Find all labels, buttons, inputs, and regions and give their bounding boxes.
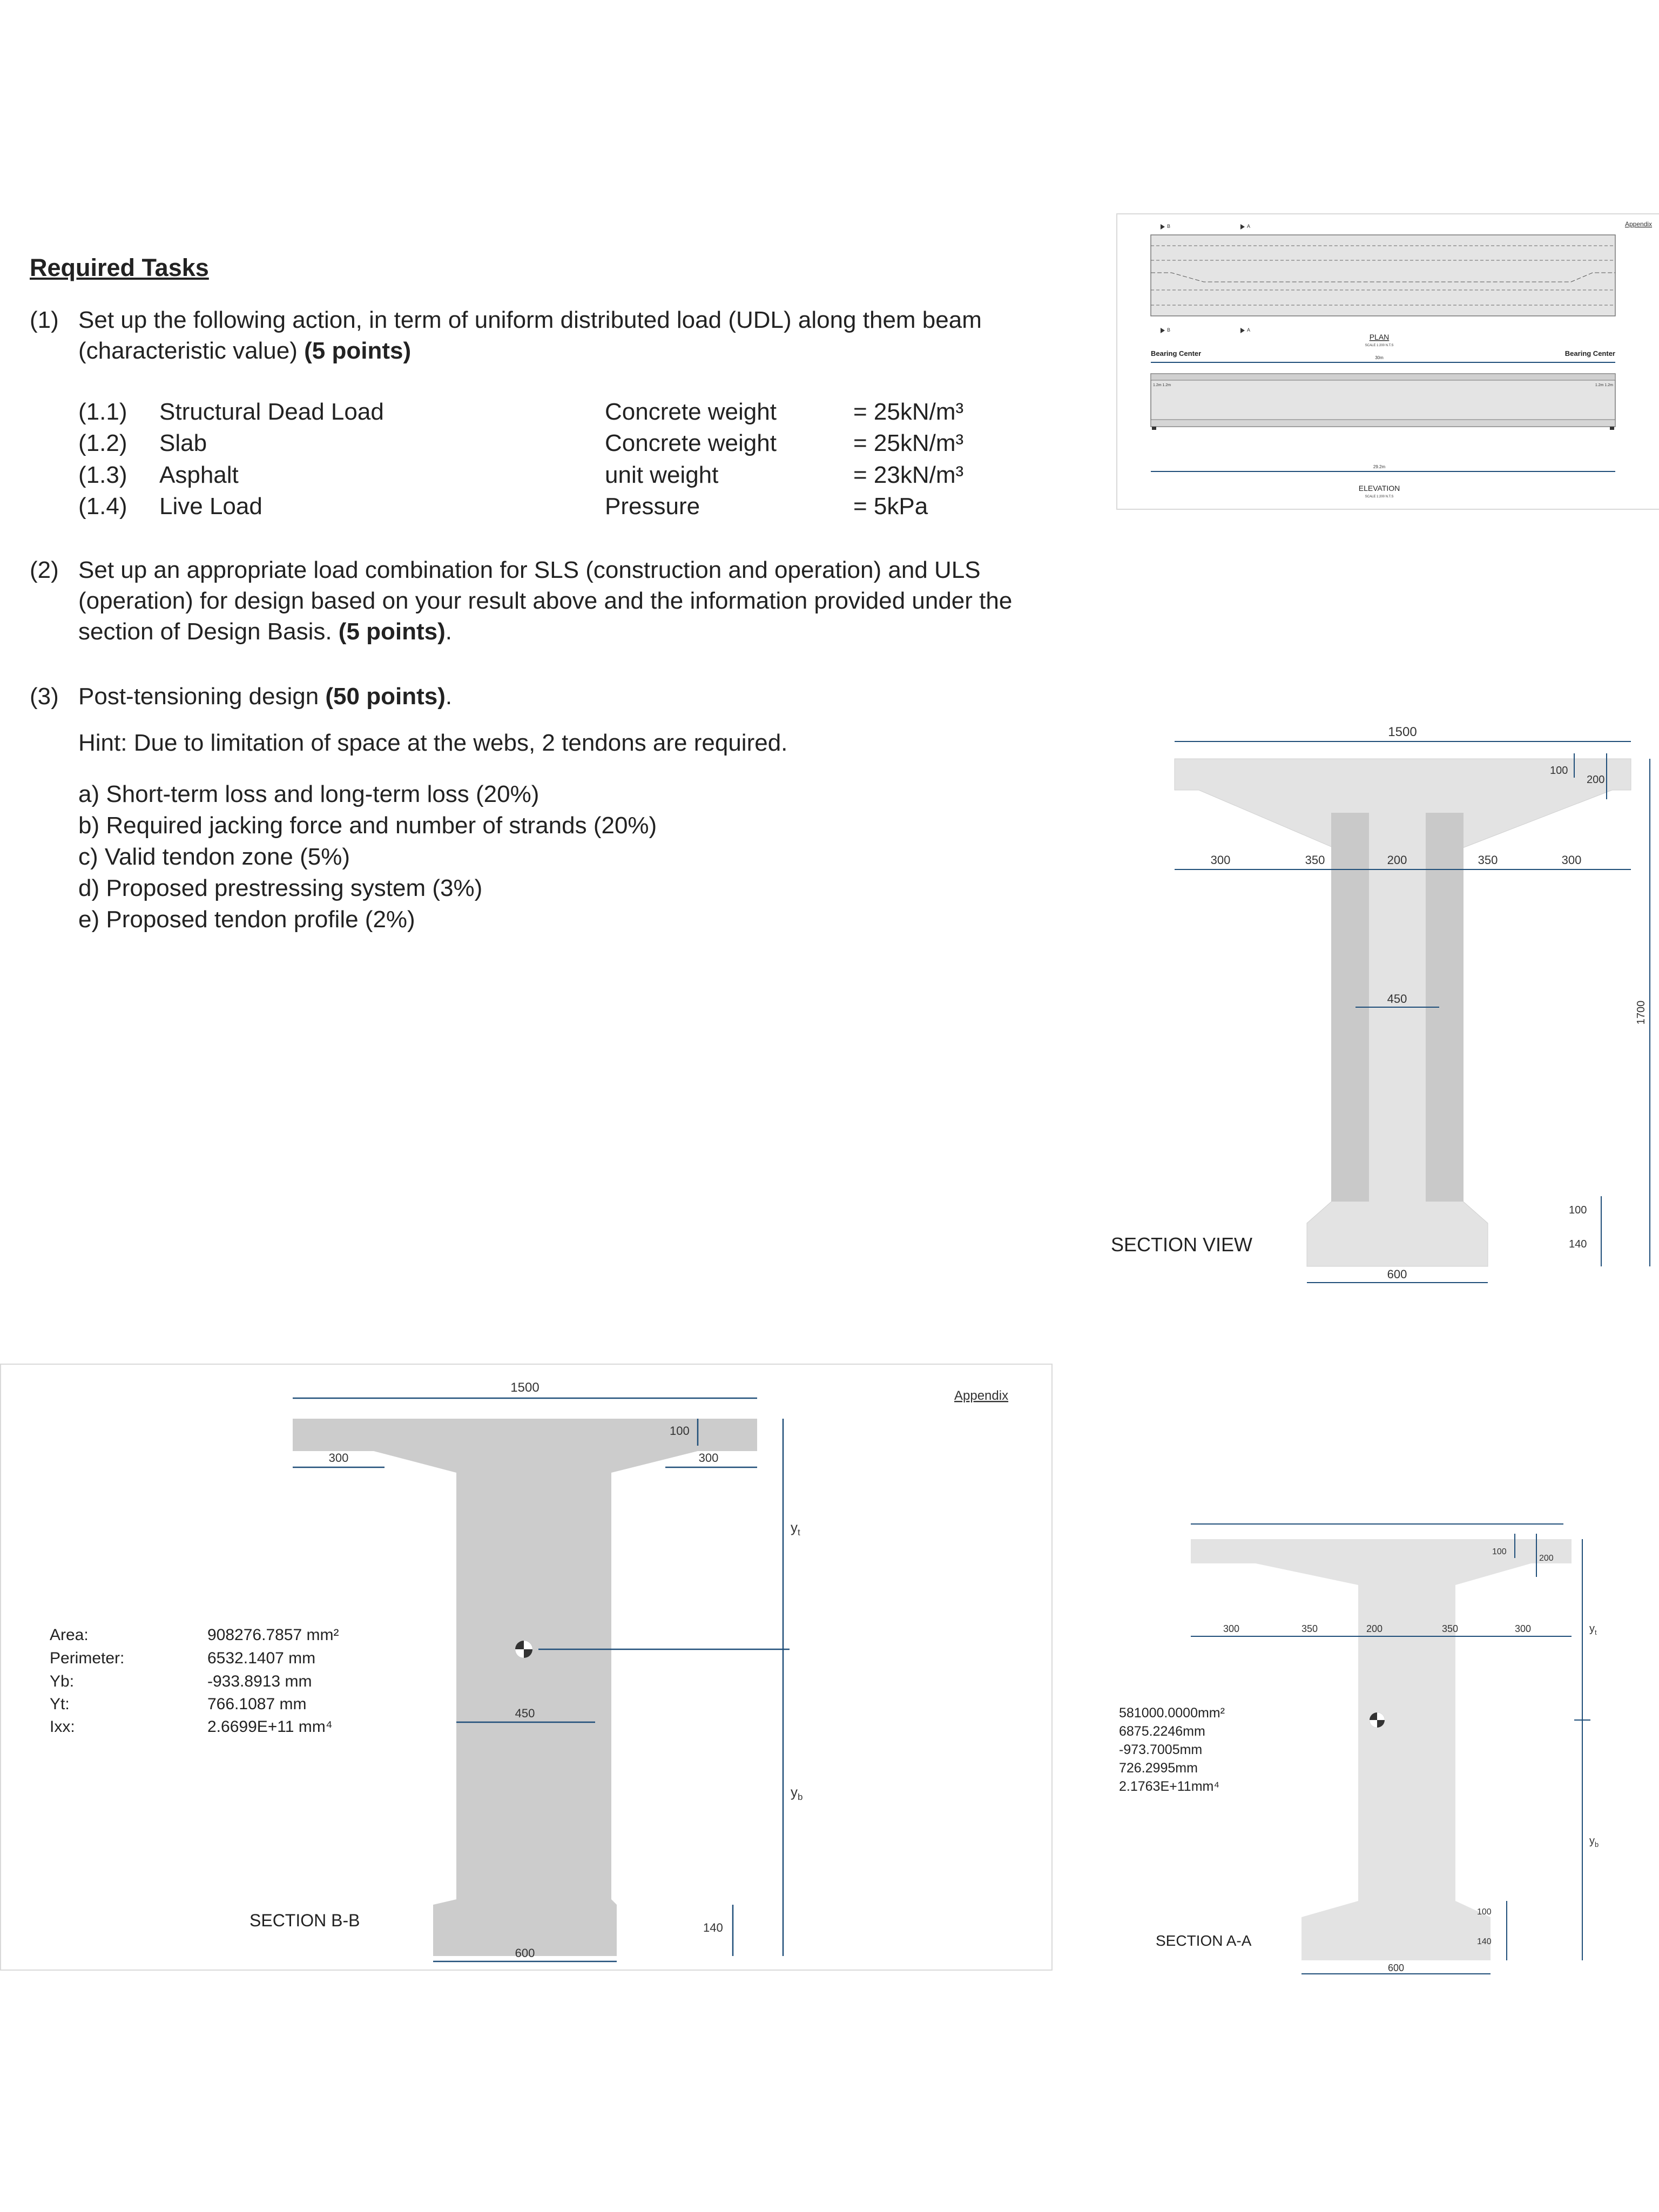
aa-prop-perimeter: 6875.2246mm (1119, 1724, 1205, 1739)
bearing-right (1610, 427, 1614, 430)
bb-dim-flange-right: 300 (698, 1451, 719, 1465)
plan-deck (1151, 235, 1615, 316)
dim-bottom: 600 (1387, 1267, 1407, 1281)
task3-sub-e: e) Proposed tendon profile (2%) (78, 906, 415, 933)
bb-dim-flange-thk: 100 (670, 1424, 690, 1438)
load-name: Slab (159, 430, 207, 456)
mark-a-bottom: A (1247, 327, 1251, 333)
section-a-marker-bottom (1240, 328, 1245, 333)
aa-prop-yb: -973.7005mm (1119, 1742, 1203, 1757)
task2-number: (2) (30, 557, 59, 583)
aa-dim-bulb-haunch: 100 (1477, 1907, 1492, 1917)
load-num: (1.2) (78, 430, 127, 456)
tasks-heading: Required Tasks (30, 254, 209, 281)
task2-period: . (445, 618, 453, 645)
section-view-drawing (1104, 721, 1658, 1299)
section-b-marker-top (1161, 224, 1165, 230)
bb-yt-label (791, 1519, 800, 1537)
bb-dim-mid-web: 450 (515, 1707, 535, 1720)
load-name: Live Load (159, 493, 262, 520)
plan-elevation-panel (1116, 213, 1659, 510)
task1-number: (1) (30, 307, 59, 333)
elevation-girder (1151, 374, 1615, 427)
task3-sub-d: d) Proposed prestressing system (3%) (78, 875, 483, 901)
dim-flange-total: 200 (1587, 774, 1605, 786)
section-bb-drawing (1, 1365, 1051, 1970)
aa-prop-ixx: 2.1763E+11mm⁴ (1119, 1779, 1220, 1794)
aa-dim-bulb-thk: 140 (1477, 1937, 1492, 1946)
load-param: unit weight (605, 462, 719, 488)
task3-sub-b: b) Required jacking force and number of strands (20%) (78, 812, 657, 839)
dim-flange-thk: 100 (1550, 765, 1568, 777)
section-view-girder (1175, 759, 1631, 1266)
bb-dim-flange-left: 300 (328, 1451, 349, 1465)
dim-flange-left: 300 (1210, 853, 1231, 867)
load-value: = 5kPa (853, 493, 928, 520)
section-b-marker-bottom (1161, 328, 1165, 333)
section-aa-panel (1104, 1507, 1658, 1982)
mark-b-bottom: B (1167, 327, 1171, 333)
plan-title: PLAN (1369, 333, 1390, 341)
load-param: Concrete weight (605, 430, 777, 456)
plan-scale: SCALE 1:200 N.T.S (1365, 344, 1394, 347)
dim-bulb-thk: 140 (1569, 1238, 1587, 1250)
task3-hint: Hint: Due to limitation of space at the webs, 2 tendons are required. (78, 730, 788, 756)
bb-dim-bulb-thk: 140 (703, 1921, 723, 1934)
task3-sub-c: c) Valid tendon zone (5%) (78, 844, 350, 870)
aa-dim-flange-thk: 100 (1492, 1547, 1507, 1556)
dim-haunch-right: 350 (1478, 853, 1498, 867)
task3-sub-a: a) Short-term loss and long-term loss (20%) (78, 781, 539, 807)
task2-line3 (78, 617, 452, 647)
task1-line2-text: (characteristic value) (78, 338, 305, 364)
load-value: = 25kN/m³ (853, 430, 964, 456)
dim-flange-right: 300 (1561, 853, 1582, 867)
bb-yt-sub: t (798, 1527, 800, 1537)
aa-dim-bottom: 600 (1387, 1963, 1405, 1973)
aa-yt-text: y (1589, 1623, 1595, 1635)
prop-value-perimeter: 6532.1407 mm (207, 1649, 316, 1667)
task1-points: (5 points) (304, 338, 412, 364)
span-label: 30m (1375, 355, 1384, 360)
bearing-left (1152, 427, 1156, 430)
task3-points: (50 points) (325, 683, 446, 710)
elevation-title: ELEVATION (1358, 484, 1400, 493)
load-value: = 25kN/m³ (853, 399, 964, 425)
appendix-link[interactable]: Appendix (1625, 220, 1653, 228)
mark-b-top: B (1167, 224, 1171, 229)
clear-span-label: 29.2m (1373, 464, 1386, 469)
bb-yb-sub: b (798, 1792, 803, 1802)
end-dims-left: 1.2m 1.2m (1153, 383, 1171, 387)
task3-line1-text: Post-tensioning design (78, 683, 326, 710)
aa-yb-sub: b (1595, 1840, 1599, 1849)
task1-line2 (78, 336, 411, 366)
elevation-bottom-flange (1151, 420, 1615, 427)
aa-yt-label (1589, 1623, 1597, 1636)
aa-dim-haunch-right: 350 (1441, 1623, 1459, 1634)
bb-yt-text: y (791, 1519, 798, 1535)
prop-value-yb: -933.8913 mm (207, 1673, 312, 1690)
dim-web: 200 (1387, 853, 1407, 867)
dim-haunch-left: 350 (1305, 853, 1325, 867)
aa-yb-text: y (1589, 1835, 1595, 1847)
prop-value-yt: 766.1087 mm (207, 1695, 307, 1713)
task2-line3-text: section of Design Basis. (78, 618, 339, 645)
elevation-deck (1151, 374, 1615, 380)
section-bb-panel (0, 1364, 1053, 1971)
task3-period: . (445, 683, 453, 710)
prop-label-area: Area: (50, 1626, 89, 1644)
bb-dim-top-width: 1500 (510, 1380, 539, 1395)
aa-dim-flange-total: 200 (1539, 1554, 1554, 1563)
bearing-center-right: Bearing Center (1564, 349, 1615, 358)
aa-dim-haunch-left: 350 (1301, 1623, 1318, 1634)
section-view-title: SECTION VIEW (1111, 1233, 1253, 1256)
aa-yt-sub: t (1595, 1628, 1597, 1636)
dim-mid-web: 450 (1387, 992, 1407, 1006)
prop-label-ixx: Ixx: (50, 1718, 75, 1736)
aa-prop-yt: 726.2995mm (1119, 1761, 1198, 1776)
dim-height: 1700 (1635, 1000, 1647, 1025)
task2-line1: Set up an appropriate load combination for SLS (construction and operation) and ULS (78, 557, 981, 583)
load-name: Structural Dead Load (159, 399, 384, 425)
appendix-link-bb[interactable]: Appendix (954, 1388, 1009, 1403)
load-name: Asphalt (159, 462, 239, 488)
plan-elevation-drawing (1117, 214, 1659, 509)
section-view-panel (1104, 721, 1658, 1299)
task2-line2: (operation) for design based on your result above and the information provided under the (78, 588, 1013, 614)
required-tasks-section (0, 0, 1091, 972)
load-num: (1.1) (78, 399, 127, 425)
prop-value-ixx: 2.6699E+11 mm⁴ (207, 1718, 333, 1736)
aa-yb-label (1589, 1835, 1599, 1849)
load-param: Concrete weight (605, 399, 777, 425)
aa-dim-flange-left: 300 (1223, 1623, 1240, 1634)
task2-points: (5 points) (338, 618, 446, 645)
elevation-scale: SCALE 1:200 N.T.S (1365, 495, 1394, 498)
bb-yb-text: y (791, 1784, 798, 1800)
bb-yb-label (791, 1784, 802, 1802)
load-num: (1.3) (78, 462, 127, 488)
dim-top-width: 1500 (1388, 725, 1417, 739)
end-dims-right: 1.2m 1.2m (1595, 383, 1613, 387)
section-bb-girder (293, 1419, 757, 1956)
aa-dim-flange-right: 300 (1514, 1623, 1532, 1634)
section-aa-drawing (1104, 1507, 1658, 1982)
dim-bulb-haunch: 100 (1569, 1204, 1587, 1216)
prop-label-yb: Yb: (50, 1673, 75, 1690)
section-aa-title: SECTION A-A (1156, 1932, 1252, 1949)
prop-label-yt: Yt: (50, 1695, 70, 1713)
task1-line1: Set up the following action, in term of uniform distributed load (UDL) along them beam (78, 307, 982, 333)
bb-dim-bottom: 600 (515, 1946, 535, 1960)
bearing-center-left: Bearing Center (1151, 349, 1202, 358)
aa-prop-area: 581000.0000mm² (1119, 1705, 1225, 1721)
task3-line1 (78, 682, 452, 712)
load-num: (1.4) (78, 493, 127, 520)
load-value: = 23kN/m³ (853, 462, 964, 488)
mark-a-top: A (1247, 224, 1251, 229)
section-a-marker-top (1240, 224, 1245, 230)
prop-label-perimeter: Perimeter: (50, 1649, 125, 1667)
task3-number: (3) (30, 683, 59, 710)
section-bb-title: SECTION B-B (249, 1911, 360, 1930)
aa-dim-web: 200 (1366, 1623, 1383, 1634)
prop-value-area: 908276.7857 mm² (207, 1626, 339, 1644)
load-param: Pressure (605, 493, 700, 520)
